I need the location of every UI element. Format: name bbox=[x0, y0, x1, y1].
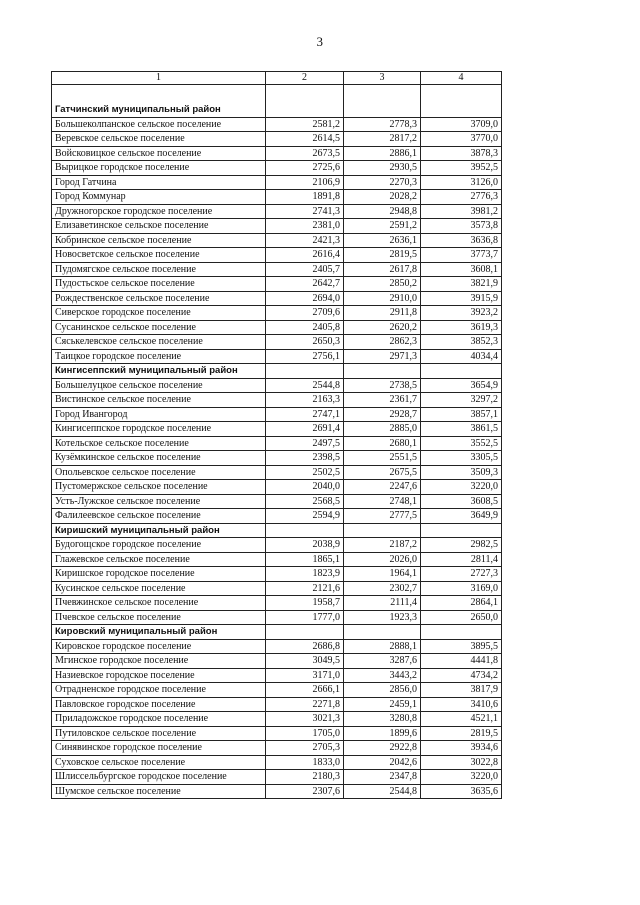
value-cell: 3861,5 bbox=[421, 422, 502, 437]
settlement-name: Веревское сельское поселение bbox=[52, 132, 266, 147]
value-cell: 2642,7 bbox=[266, 277, 344, 292]
value-cell: 2551,5 bbox=[344, 451, 421, 466]
table-row bbox=[52, 697, 502, 712]
value-cell: 2691,4 bbox=[266, 422, 344, 437]
table-row bbox=[52, 277, 502, 292]
value-cell: 3895,5 bbox=[421, 639, 502, 654]
table-row bbox=[52, 161, 502, 176]
table-row bbox=[52, 610, 502, 625]
value-cell: 2307,6 bbox=[266, 784, 344, 799]
settlement-name: Павловское городское поселение bbox=[52, 697, 266, 712]
empty-cell bbox=[266, 103, 344, 117]
value-cell: 2398,5 bbox=[266, 451, 344, 466]
value-cell: 2922,8 bbox=[344, 741, 421, 756]
value-cell: 2777,5 bbox=[344, 509, 421, 524]
empty-cell bbox=[421, 523, 502, 538]
value-cell: 2361,7 bbox=[344, 393, 421, 408]
value-cell: 2026,0 bbox=[344, 552, 421, 567]
page-number: 3 bbox=[316, 34, 324, 49]
settlement-name: Вистинское сельское поселение bbox=[52, 393, 266, 408]
settlement-name: Синявинское городское поселение bbox=[52, 741, 266, 756]
value-cell: 3509,3 bbox=[421, 465, 502, 480]
district-header-row bbox=[52, 625, 502, 640]
table-row bbox=[52, 596, 502, 611]
value-cell: 3770,0 bbox=[421, 132, 502, 147]
value-cell: 4441,8 bbox=[421, 654, 502, 669]
value-cell: 2930,5 bbox=[344, 161, 421, 176]
settlement-name: Назиевское городское поселение bbox=[52, 668, 266, 683]
table-row bbox=[52, 712, 502, 727]
table-row bbox=[52, 683, 502, 698]
empty-cell bbox=[344, 625, 421, 640]
empty-cell bbox=[344, 85, 421, 104]
settlement-name: Кобринское сельское поселение bbox=[52, 233, 266, 248]
table-row bbox=[52, 654, 502, 669]
table-row bbox=[52, 233, 502, 248]
value-cell: 2247,6 bbox=[344, 480, 421, 495]
value-cell: 1891,8 bbox=[266, 190, 344, 205]
settlement-name: Фалилеевское сельское поселение bbox=[52, 509, 266, 524]
table-row bbox=[52, 784, 502, 799]
value-cell: 2591,2 bbox=[344, 219, 421, 234]
value-cell: 2948,8 bbox=[344, 204, 421, 219]
value-cell: 2727,3 bbox=[421, 567, 502, 582]
settlement-name: Рождественское сельское поселение bbox=[52, 291, 266, 306]
value-cell: 2982,5 bbox=[421, 538, 502, 553]
value-cell: 1958,7 bbox=[266, 596, 344, 611]
value-cell: 3635,6 bbox=[421, 784, 502, 799]
settlement-name: Кузёмкинское сельское поселение bbox=[52, 451, 266, 466]
value-cell: 2817,2 bbox=[344, 132, 421, 147]
table-row bbox=[52, 494, 502, 509]
value-cell: 3220,0 bbox=[421, 480, 502, 495]
settlement-name: Пчевское сельское поселение bbox=[52, 610, 266, 625]
table-row bbox=[52, 291, 502, 306]
value-cell: 2106,9 bbox=[266, 175, 344, 190]
value-cell: 2617,8 bbox=[344, 262, 421, 277]
value-cell: 3169,0 bbox=[421, 581, 502, 596]
table-row bbox=[52, 262, 502, 277]
value-cell: 2614,5 bbox=[266, 132, 344, 147]
value-cell: 2756,1 bbox=[266, 349, 344, 364]
value-cell: 3608,5 bbox=[421, 494, 502, 509]
district-header-row bbox=[52, 103, 502, 117]
table-row bbox=[52, 581, 502, 596]
table-row bbox=[52, 422, 502, 437]
table-row bbox=[52, 567, 502, 582]
table-row bbox=[52, 117, 502, 132]
value-cell: 2819,5 bbox=[421, 726, 502, 741]
value-cell: 3297,2 bbox=[421, 393, 502, 408]
value-cell: 2747,1 bbox=[266, 407, 344, 422]
table-row bbox=[52, 552, 502, 567]
value-cell: 3821,9 bbox=[421, 277, 502, 292]
value-cell: 2544,8 bbox=[344, 784, 421, 799]
settlement-name: Кусинское сельское поселение bbox=[52, 581, 266, 596]
value-cell: 3852,3 bbox=[421, 335, 502, 350]
value-cell: 1899,6 bbox=[344, 726, 421, 741]
value-cell: 2594,9 bbox=[266, 509, 344, 524]
value-cell: 3287,6 bbox=[344, 654, 421, 669]
value-cell: 3021,3 bbox=[266, 712, 344, 727]
value-cell: 2673,5 bbox=[266, 146, 344, 161]
value-cell: 2187,2 bbox=[344, 538, 421, 553]
value-cell: 2850,2 bbox=[344, 277, 421, 292]
header-row bbox=[52, 72, 502, 85]
empty-cell bbox=[421, 103, 502, 117]
value-cell: 2748,1 bbox=[344, 494, 421, 509]
table-row bbox=[52, 393, 502, 408]
value-cell: 1823,9 bbox=[266, 567, 344, 582]
value-cell: 2856,0 bbox=[344, 683, 421, 698]
value-cell: 3280,8 bbox=[344, 712, 421, 727]
value-cell: 2405,7 bbox=[266, 262, 344, 277]
value-cell: 2028,2 bbox=[344, 190, 421, 205]
value-cell: 3857,1 bbox=[421, 407, 502, 422]
header-cell: 1 bbox=[52, 72, 266, 85]
value-cell: 3022,8 bbox=[421, 755, 502, 770]
settlement-name: Глажевское сельское поселение bbox=[52, 552, 266, 567]
table-row bbox=[52, 480, 502, 495]
value-cell: 2666,1 bbox=[266, 683, 344, 698]
budget-table bbox=[51, 71, 502, 799]
empty-cell bbox=[421, 364, 502, 379]
header-cell: 2 bbox=[266, 72, 344, 85]
table-row bbox=[52, 451, 502, 466]
settlement-name: Пудостьское сельское поселение bbox=[52, 277, 266, 292]
value-cell: 2862,3 bbox=[344, 335, 421, 350]
value-cell: 2347,8 bbox=[344, 770, 421, 785]
value-cell: 2180,3 bbox=[266, 770, 344, 785]
value-cell: 3649,9 bbox=[421, 509, 502, 524]
value-cell: 2544,8 bbox=[266, 378, 344, 393]
value-cell: 2581,2 bbox=[266, 117, 344, 132]
value-cell: 2694,0 bbox=[266, 291, 344, 306]
value-cell: 2042,6 bbox=[344, 755, 421, 770]
value-cell: 3709,0 bbox=[421, 117, 502, 132]
settlement-name: Вырицкое городское поселение bbox=[52, 161, 266, 176]
table-row bbox=[52, 146, 502, 161]
value-cell: 2502,5 bbox=[266, 465, 344, 480]
settlement-name: Опольевское сельское поселение bbox=[52, 465, 266, 480]
value-cell: 2928,7 bbox=[344, 407, 421, 422]
value-cell: 3878,3 bbox=[421, 146, 502, 161]
settlement-name: Пудомягское сельское поселение bbox=[52, 262, 266, 277]
value-cell: 2405,8 bbox=[266, 320, 344, 335]
settlement-name: Новосветское сельское поселение bbox=[52, 248, 266, 263]
value-cell: 2709,6 bbox=[266, 306, 344, 321]
header-cell: 4 bbox=[421, 72, 502, 85]
value-cell: 3817,9 bbox=[421, 683, 502, 698]
value-cell: 2381,0 bbox=[266, 219, 344, 234]
settlement-name: Отрадненское городское поселение bbox=[52, 683, 266, 698]
settlement-name: Суховское сельское поселение bbox=[52, 755, 266, 770]
value-cell: 2038,9 bbox=[266, 538, 344, 553]
value-cell: 2675,5 bbox=[344, 465, 421, 480]
value-cell: 2910,0 bbox=[344, 291, 421, 306]
settlement-name: Город Гатчина bbox=[52, 175, 266, 190]
empty-cell bbox=[421, 85, 502, 104]
value-cell: 1833,0 bbox=[266, 755, 344, 770]
value-cell: 4034,4 bbox=[421, 349, 502, 364]
settlement-name: Шлиссельбургское городское поселение bbox=[52, 770, 266, 785]
table-row bbox=[52, 668, 502, 683]
settlement-name: Сиверское городское поселение bbox=[52, 306, 266, 321]
value-cell: 2911,8 bbox=[344, 306, 421, 321]
settlement-name: Город Коммунар bbox=[52, 190, 266, 205]
value-cell: 1705,0 bbox=[266, 726, 344, 741]
value-cell: 2819,5 bbox=[344, 248, 421, 263]
value-cell: 2886,1 bbox=[344, 146, 421, 161]
value-cell: 2421,3 bbox=[266, 233, 344, 248]
settlement-name: Мгинское городское поселение bbox=[52, 654, 266, 669]
value-cell: 2568,5 bbox=[266, 494, 344, 509]
value-cell: 1865,1 bbox=[266, 552, 344, 567]
value-cell: 2620,2 bbox=[344, 320, 421, 335]
table-row bbox=[52, 175, 502, 190]
table-row bbox=[52, 755, 502, 770]
settlement-name: Киришское городское поселение bbox=[52, 567, 266, 582]
value-cell: 3049,5 bbox=[266, 654, 344, 669]
district-name: Кировский муниципальный район bbox=[52, 625, 266, 640]
settlement-name: Город Ивангород bbox=[52, 407, 266, 422]
value-cell: 3619,3 bbox=[421, 320, 502, 335]
value-cell: 2741,3 bbox=[266, 204, 344, 219]
value-cell: 2725,6 bbox=[266, 161, 344, 176]
district-header-row bbox=[52, 364, 502, 379]
value-cell: 2616,4 bbox=[266, 248, 344, 263]
table-row bbox=[52, 770, 502, 785]
table-row bbox=[52, 465, 502, 480]
settlement-name: Будогощское городское поселение bbox=[52, 538, 266, 553]
settlement-name: Таицкое городское поселение bbox=[52, 349, 266, 364]
table-row bbox=[52, 741, 502, 756]
value-cell: 2271,8 bbox=[266, 697, 344, 712]
settlement-name: Усть-Лужское сельское поселение bbox=[52, 494, 266, 509]
settlement-name: Дружногорское городское поселение bbox=[52, 204, 266, 219]
table-row bbox=[52, 132, 502, 147]
table-row bbox=[52, 349, 502, 364]
value-cell: 3573,8 bbox=[421, 219, 502, 234]
value-cell: 4521,1 bbox=[421, 712, 502, 727]
settlement-name: Приладожское городское поселение bbox=[52, 712, 266, 727]
value-cell: 3443,2 bbox=[344, 668, 421, 683]
value-cell: 2040,0 bbox=[266, 480, 344, 495]
table-row bbox=[52, 335, 502, 350]
value-cell: 3608,1 bbox=[421, 262, 502, 277]
settlement-name: Сусанинское сельское поселение bbox=[52, 320, 266, 335]
value-cell: 3915,9 bbox=[421, 291, 502, 306]
table-row bbox=[52, 204, 502, 219]
empty-cell bbox=[266, 625, 344, 640]
value-cell: 1777,0 bbox=[266, 610, 344, 625]
value-cell: 2888,1 bbox=[344, 639, 421, 654]
empty-cell bbox=[344, 523, 421, 538]
value-cell: 2497,5 bbox=[266, 436, 344, 451]
table-row bbox=[52, 538, 502, 553]
value-cell: 2686,8 bbox=[266, 639, 344, 654]
empty-cell bbox=[266, 85, 344, 104]
value-cell: 2163,3 bbox=[266, 393, 344, 408]
empty-cell bbox=[52, 85, 266, 104]
table-row bbox=[52, 436, 502, 451]
settlement-name: Пустомержское сельское поселение bbox=[52, 480, 266, 495]
value-cell: 3923,2 bbox=[421, 306, 502, 321]
value-cell: 2650,0 bbox=[421, 610, 502, 625]
value-cell: 3552,5 bbox=[421, 436, 502, 451]
settlement-name: Елизаветинское сельское поселение bbox=[52, 219, 266, 234]
value-cell: 1923,3 bbox=[344, 610, 421, 625]
value-cell: 3934,6 bbox=[421, 741, 502, 756]
value-cell: 3410,6 bbox=[421, 697, 502, 712]
value-cell: 3220,0 bbox=[421, 770, 502, 785]
empty-cell bbox=[344, 364, 421, 379]
table-row bbox=[52, 639, 502, 654]
settlement-name: Путиловское сельское поселение bbox=[52, 726, 266, 741]
settlement-name: Кингисеппское городское поселение bbox=[52, 422, 266, 437]
settlement-name: Войсковицкое сельское поселение bbox=[52, 146, 266, 161]
value-cell: 2270,3 bbox=[344, 175, 421, 190]
settlement-name: Котельское сельское поселение bbox=[52, 436, 266, 451]
value-cell: 2864,1 bbox=[421, 596, 502, 611]
settlement-name: Кировское городское поселение bbox=[52, 639, 266, 654]
value-cell: 2778,3 bbox=[344, 117, 421, 132]
table-row bbox=[52, 219, 502, 234]
value-cell: 2302,7 bbox=[344, 581, 421, 596]
value-cell: 3305,5 bbox=[421, 451, 502, 466]
value-cell: 1964,1 bbox=[344, 567, 421, 582]
empty-cell bbox=[266, 364, 344, 379]
value-cell: 2885,0 bbox=[344, 422, 421, 437]
settlement-name: Сяськелевское сельское поселение bbox=[52, 335, 266, 350]
value-cell: 3636,8 bbox=[421, 233, 502, 248]
value-cell: 3952,5 bbox=[421, 161, 502, 176]
value-cell: 3126,0 bbox=[421, 175, 502, 190]
value-cell: 2971,3 bbox=[344, 349, 421, 364]
table-row bbox=[52, 248, 502, 263]
district-name: Кингисеппский муниципальный район bbox=[52, 364, 266, 379]
table-row bbox=[52, 407, 502, 422]
settlement-name: Большеколпанское сельское поселение bbox=[52, 117, 266, 132]
district-header-row bbox=[52, 523, 502, 538]
value-cell: 3773,7 bbox=[421, 248, 502, 263]
value-cell: 2121,6 bbox=[266, 581, 344, 596]
value-cell: 2459,1 bbox=[344, 697, 421, 712]
value-cell: 2680,1 bbox=[344, 436, 421, 451]
table-row bbox=[52, 190, 502, 205]
spacer-row bbox=[52, 85, 502, 104]
table-row bbox=[52, 320, 502, 335]
value-cell: 2705,3 bbox=[266, 741, 344, 756]
value-cell: 2636,1 bbox=[344, 233, 421, 248]
table-row bbox=[52, 378, 502, 393]
table-row bbox=[52, 509, 502, 524]
empty-cell bbox=[421, 625, 502, 640]
empty-cell bbox=[344, 103, 421, 117]
settlement-name: Пчевжинское сельское поселение bbox=[52, 596, 266, 611]
table-row bbox=[52, 306, 502, 321]
value-cell: 2776,3 bbox=[421, 190, 502, 205]
value-cell: 3654,9 bbox=[421, 378, 502, 393]
value-cell: 2738,5 bbox=[344, 378, 421, 393]
empty-cell bbox=[266, 523, 344, 538]
value-cell: 2111,4 bbox=[344, 596, 421, 611]
table-body bbox=[52, 72, 502, 799]
settlement-name: Шумское сельское поселение bbox=[52, 784, 266, 799]
value-cell: 4734,2 bbox=[421, 668, 502, 683]
value-cell: 3981,2 bbox=[421, 204, 502, 219]
value-cell: 2811,4 bbox=[421, 552, 502, 567]
district-name: Гатчинский муниципальный район bbox=[52, 103, 266, 117]
header-cell: 3 bbox=[344, 72, 421, 85]
district-name: Киришский муниципальный район bbox=[52, 523, 266, 538]
table-row bbox=[52, 726, 502, 741]
settlement-name: Большелуцкое сельское поселение bbox=[52, 378, 266, 393]
value-cell: 2650,3 bbox=[266, 335, 344, 350]
value-cell: 3171,0 bbox=[266, 668, 344, 683]
